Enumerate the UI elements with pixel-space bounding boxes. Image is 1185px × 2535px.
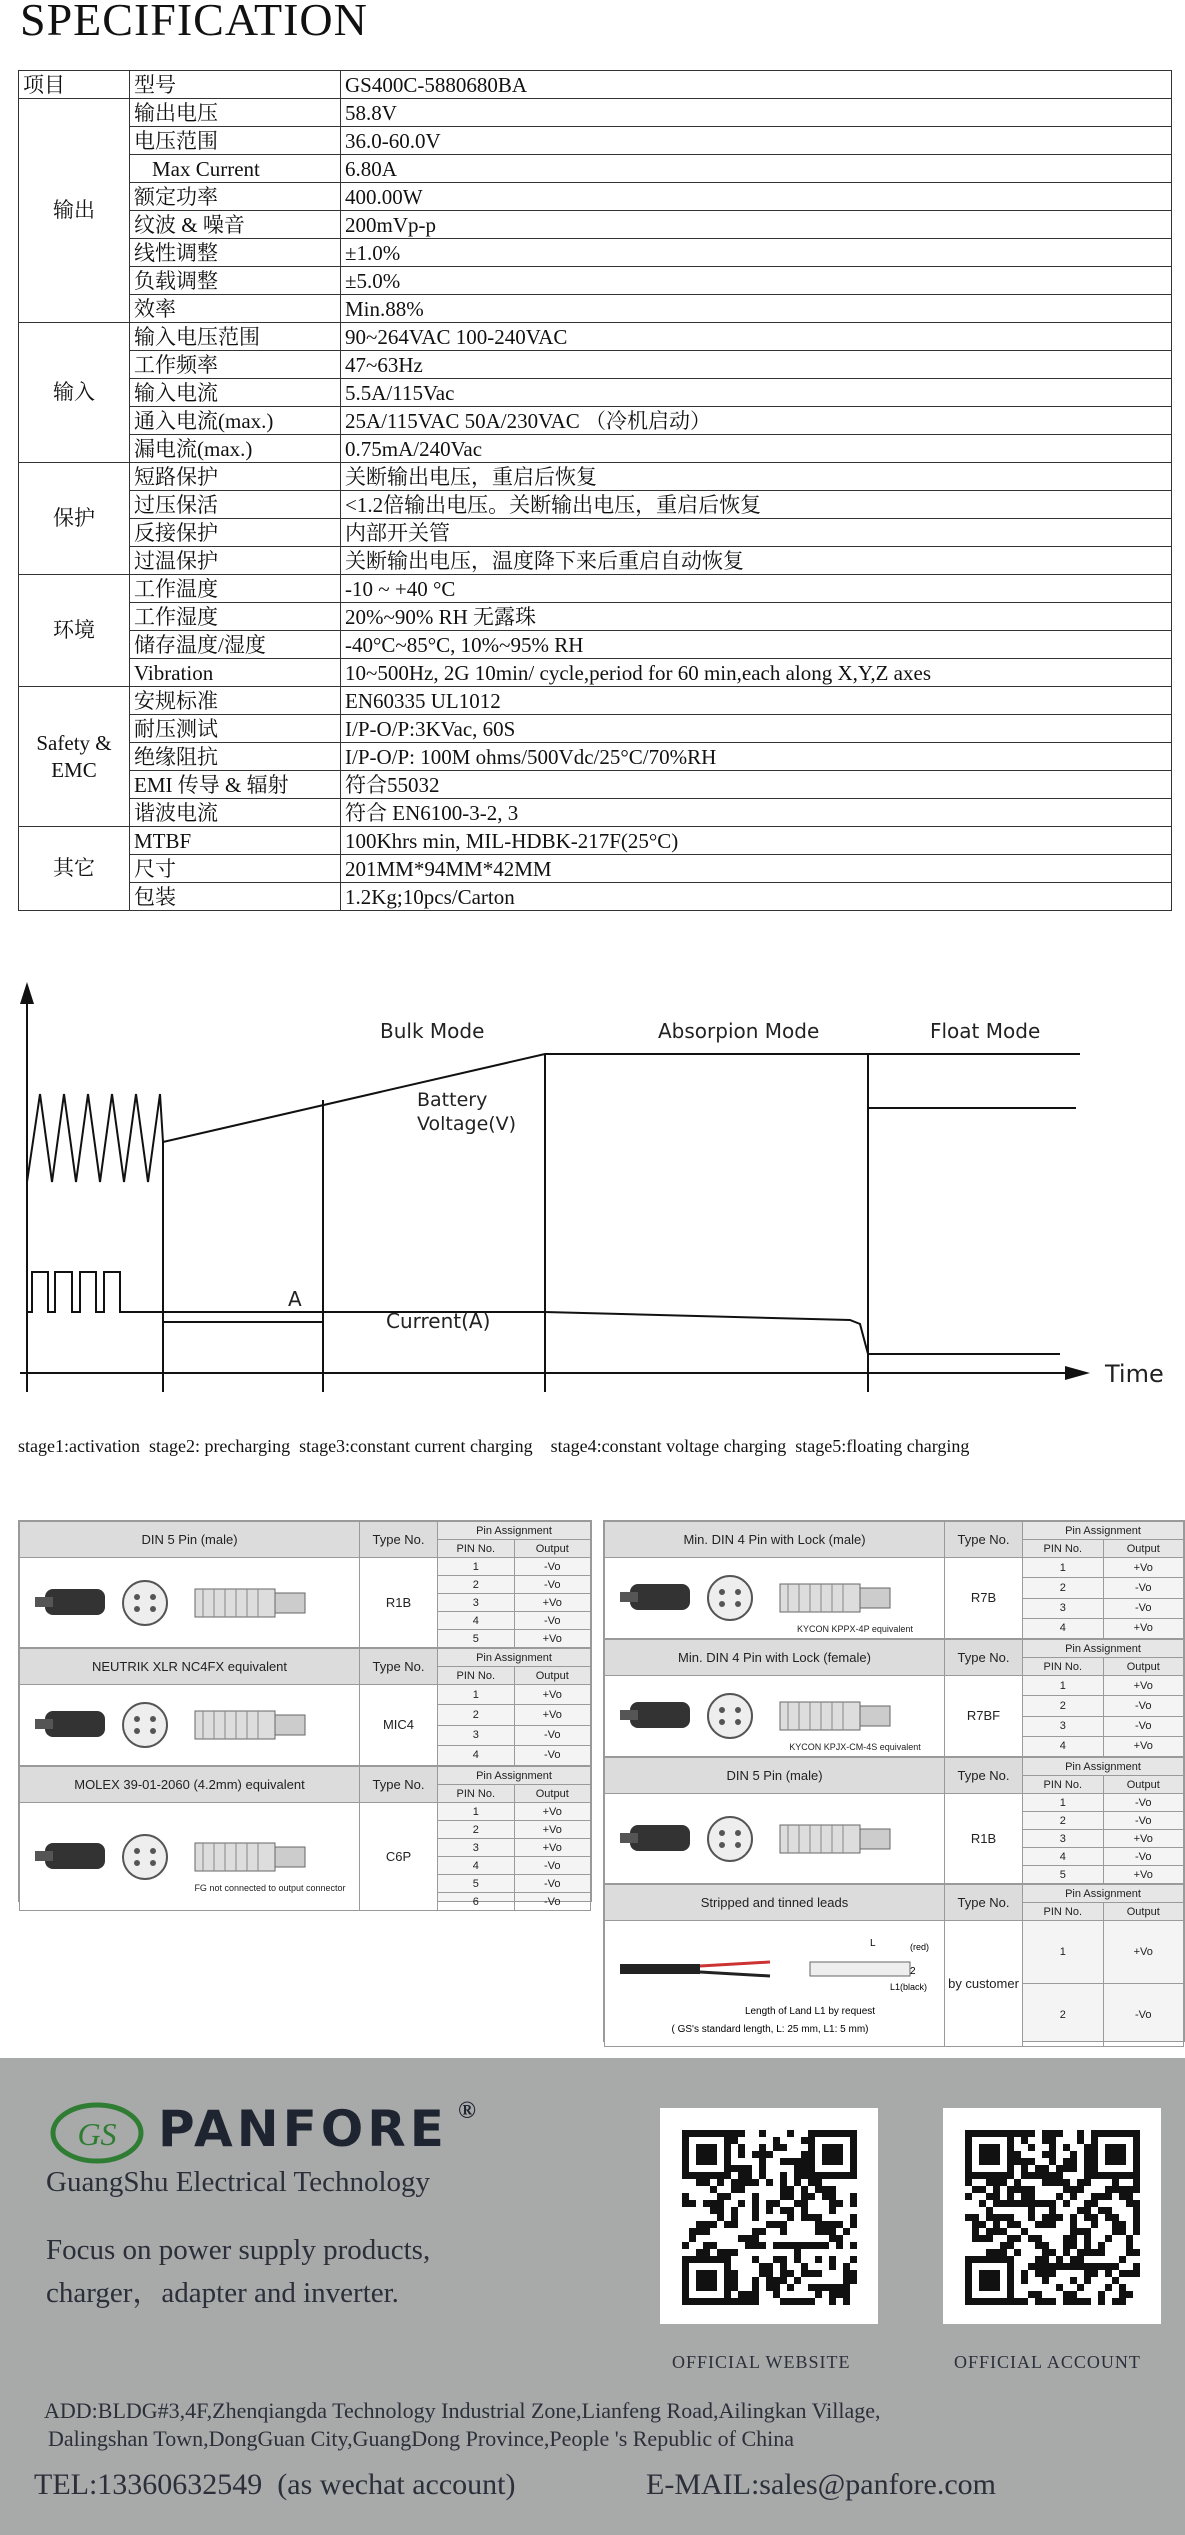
pin-output: -Vo <box>514 1612 591 1630</box>
pin-output: -Vo <box>514 1893 591 1911</box>
pin-output: -Vo <box>514 1875 591 1893</box>
connector-type: MIC4 <box>360 1685 438 1766</box>
spec-category: 保护 <box>19 463 130 575</box>
pin-output: +Vo <box>1103 1736 1184 1756</box>
stage-caption: stage1:activation stage2: precharging stage3:constant current charging stage4:constant voltage charging stage5:floating charging <box>18 1436 970 1456</box>
spec-param-name: 工作频率 <box>130 351 341 379</box>
spec-row <box>19 771 1172 799</box>
pin-number: 5 <box>438 1875 515 1893</box>
spec-row <box>19 155 1172 183</box>
pin-number: 2 <box>438 1821 515 1839</box>
spec-row <box>19 547 1172 575</box>
output-header: Output <box>1103 1658 1184 1676</box>
email: E-MAIL:sales@panfore.com <box>646 2468 997 2501</box>
svg-text:(red): (red) <box>909 1941 929 1952</box>
pin-assignment-header: Pin Assignment <box>438 1649 591 1667</box>
pin-output: -Vo <box>1103 1812 1184 1830</box>
pin-assignment-header: Pin Assignment <box>1023 1885 1184 1903</box>
spec-param-value: ±5.0% <box>341 267 1172 295</box>
pin-output: +Vo <box>514 1821 591 1839</box>
spec-param-value: 25A/115VAC 50A/230VAC （冷机启动） <box>341 407 1172 435</box>
spec-param-value: 关断输出电压，重启后恢复 <box>341 463 1172 491</box>
connector-title: NEUTRIK XLR NC4FX equivalent <box>20 1649 360 1685</box>
pin-output: -Vo <box>1103 1848 1184 1866</box>
connector-drawing-icon <box>610 1676 940 1756</box>
spec-row <box>19 267 1172 295</box>
pin-number: 2 <box>438 1576 515 1594</box>
footer <box>0 2058 1185 2535</box>
pin-output: -Vo <box>1103 1598 1184 1618</box>
spec-param-value: 符合55032 <box>341 771 1172 799</box>
tagline-line2: charger，adapter and inverter. <box>46 2277 399 2309</box>
spec-row <box>19 435 1172 463</box>
pin-number: 1 <box>1023 1558 1104 1578</box>
spec-param-name: 过压保活 <box>130 491 341 519</box>
type-no-header: Type No. <box>360 1649 438 1685</box>
connector-type: R1B <box>945 1794 1023 1884</box>
spec-row <box>19 603 1172 631</box>
pin-number: 5 <box>438 1630 515 1648</box>
voltage-curve <box>27 1054 1076 1182</box>
pin-number: 2 <box>1023 1812 1104 1830</box>
spec-row <box>19 239 1172 267</box>
pin-number: 3 <box>1023 1598 1104 1618</box>
spec-row <box>19 855 1172 883</box>
pin-assignment-header: Pin Assignment <box>1023 1522 1184 1540</box>
spec-param-name: MTBF <box>130 827 341 855</box>
spec-param-name: 安规标准 <box>130 687 341 715</box>
spec-row <box>19 743 1172 771</box>
spec-param-value: 47~63Hz <box>341 351 1172 379</box>
type-no-header: Type No. <box>945 1885 1023 1921</box>
bulk-mode-label: Bulk Mode <box>380 1019 485 1043</box>
pin-number: 2 <box>1023 1984 1104 2047</box>
connector-drawing-icon <box>610 1558 940 1638</box>
pin-block <box>19 1648 591 1766</box>
pin-output: -Vo <box>1103 1696 1184 1716</box>
pin-output: -Vo <box>514 1558 591 1576</box>
pin-assignment-header: Pin Assignment <box>438 1767 591 1785</box>
stripped-leads-icon <box>610 1924 940 2044</box>
spec-param-name: Max Current <box>130 155 341 183</box>
connector-image <box>20 1558 360 1648</box>
pin-block <box>604 1884 1184 2047</box>
connector-note: KYCON KPPX-4P equivalent <box>796 1624 913 1634</box>
spec-param-name: 负载调整 <box>130 267 341 295</box>
spec-row <box>19 407 1172 435</box>
spec-param-name: 通入电流(max.) <box>130 407 341 435</box>
pin-panel-right <box>603 1520 1185 2042</box>
pin-number: 3 <box>438 1594 515 1612</box>
pin-no-header: PIN No. <box>1023 1540 1104 1558</box>
spec-param-value: 内部开关管 <box>341 519 1172 547</box>
spec-param-value: 10~500Hz, 2G 10min/ cycle,period for 60 min,each along X,Y,Z axes <box>341 659 1172 687</box>
spec-param-value: 20%~90% RH 无露珠 <box>341 603 1172 631</box>
spec-param-name: Vibration <box>130 659 341 687</box>
pin-output: +Vo <box>1103 1921 1184 1984</box>
spec-param-value: 200mVp-p <box>341 211 1172 239</box>
connector-type: by customer <box>945 1921 1023 2047</box>
spec-header-model-label: 型号 <box>130 71 341 99</box>
spec-category: 其它 <box>19 827 130 911</box>
connector-image <box>605 1794 945 1884</box>
connector-note: FG not connected to output connector <box>193 1882 346 1893</box>
pin-output: +Vo <box>1103 1618 1184 1638</box>
spec-param-name: 反接保护 <box>130 519 341 547</box>
spec-param-name: 过温保护 <box>130 547 341 575</box>
spec-row <box>19 575 1172 603</box>
spec-param-value: <1.2倍输出电压。关断输出电压，重启后恢复 <box>341 491 1172 519</box>
pin-output: +Vo <box>1103 1830 1184 1848</box>
absorption-mode-label: Absorpion Mode <box>658 1019 820 1043</box>
spec-param-name: 额定功率 <box>130 183 341 211</box>
spec-param-name: 输入电流 <box>130 379 341 407</box>
charging-curve-chart <box>0 982 1185 1422</box>
account-qr-label: OFFICIAL ACCOUNT <box>954 2352 1141 2372</box>
type-no-header: Type No. <box>945 1758 1023 1794</box>
spec-row <box>19 883 1172 911</box>
connector-note: KYCON KPJX-CM-4S equivalent <box>788 1742 921 1752</box>
connector-title: DIN 5 Pin (male) <box>20 1522 360 1558</box>
pin-number: 1 <box>1023 1794 1104 1812</box>
spec-row <box>19 351 1172 379</box>
spec-param-value: 58.8V <box>341 99 1172 127</box>
connector-type: R7BF <box>945 1676 1023 1757</box>
output-header: Output <box>514 1667 591 1685</box>
lead-note-2: ( GS's standard length, L: 25 mm, L1: 5 mm) <box>671 2023 868 2035</box>
spec-param-value: 1.2Kg;10pcs/Carton <box>341 883 1172 911</box>
spec-param-value: 关断输出电压，温度降下来后重启自动恢复 <box>341 547 1172 575</box>
x-axis-arrow <box>1065 1366 1090 1380</box>
company-name: GuangShu Electrical Technology <box>46 2166 430 2198</box>
pin-output: +Vo <box>514 1839 591 1857</box>
pin-output: -Vo <box>1103 1984 1184 2047</box>
pin-number: 6 <box>438 1893 515 1911</box>
spec-param-value: 100Khrs min, MIL-HDBK-217F(25°C) <box>341 827 1172 855</box>
battery-label-line2: Voltage(V) <box>417 1113 517 1135</box>
pin-number: 4 <box>438 1745 515 1765</box>
pin-panel-left <box>18 1520 592 1908</box>
spec-param-name: 线性调整 <box>130 239 341 267</box>
gs-logo-icon <box>48 2100 146 2166</box>
spec-param-name: 输出电压 <box>130 99 341 127</box>
spec-param-value: Min.88% <box>341 295 1172 323</box>
pin-output: -Vo <box>1103 1716 1184 1736</box>
spec-row <box>19 631 1172 659</box>
pin-output: +Vo <box>1103 1866 1184 1884</box>
pin-no-header: PIN No. <box>438 1785 515 1803</box>
spec-param-name: EMI 传导 & 辐射 <box>130 771 341 799</box>
page-title: SPECIFICATION <box>20 0 368 45</box>
spec-param-name: 绝缘阻抗 <box>130 743 341 771</box>
svg-text:L: L <box>869 1937 876 1949</box>
pin-no-header: PIN No. <box>1023 1658 1104 1676</box>
pin-block <box>604 1639 1184 1757</box>
pin-output: +Vo <box>514 1594 591 1612</box>
svg-text:2: 2 <box>909 1965 916 1977</box>
pin-output: -Vo <box>514 1857 591 1875</box>
spec-row <box>19 99 1172 127</box>
spec-param-name: 工作湿度 <box>130 603 341 631</box>
pin-number: 4 <box>1023 1848 1104 1866</box>
pin-number: 4 <box>438 1612 515 1630</box>
spec-category: 环境 <box>19 575 130 687</box>
type-no-header: Type No. <box>360 1522 438 1558</box>
address-line2: Dalingshan Town,DongGuan City,GuangDong Province,People 's Republic of China <box>48 2426 795 2451</box>
spec-param-name: 尺寸 <box>130 855 341 883</box>
connector-drawing-icon <box>25 1685 355 1765</box>
pin-number: 3 <box>1023 1830 1104 1848</box>
spec-param-value: 400.00W <box>341 183 1172 211</box>
brand-name: PANFORE <box>158 2100 448 2158</box>
pin-number: 1 <box>1023 1676 1104 1696</box>
battery-label-line1: Battery <box>417 1089 488 1111</box>
spec-param-name: 纹波 & 噪音 <box>130 211 341 239</box>
pin-number: 3 <box>438 1839 515 1857</box>
spec-param-value: ±1.0% <box>341 239 1172 267</box>
svg-text:L1(black): L1(black) <box>889 1981 927 1992</box>
pin-output: -Vo <box>514 1745 591 1765</box>
float-mode-label: Float Mode <box>930 1019 1041 1043</box>
pin-number: 2 <box>1023 1578 1104 1598</box>
pin-output: +Vo <box>1103 1558 1184 1578</box>
tagline-line1: Focus on power supply products, <box>46 2234 431 2266</box>
time-axis-label: Time <box>1105 1360 1164 1388</box>
pin-number: 4 <box>1023 1618 1104 1638</box>
spec-param-value: 90~264VAC 100-240VAC <box>341 323 1172 351</box>
spec-row <box>19 295 1172 323</box>
spec-param-value: 0.75mA/240Vac <box>341 435 1172 463</box>
spec-param-value: 符合 EN6100-3-2, 3 <box>341 799 1172 827</box>
pin-number: 3 <box>1023 1716 1104 1736</box>
pin-number: 5 <box>1023 1866 1104 1884</box>
spec-row <box>19 799 1172 827</box>
spec-row <box>19 491 1172 519</box>
connector-image <box>605 1676 945 1757</box>
connector-title: Min. DIN 4 Pin with Lock (female) <box>605 1640 945 1676</box>
spec-param-value: 6.80A <box>341 155 1172 183</box>
spec-param-value: 36.0-60.0V <box>341 127 1172 155</box>
pin-number: 4 <box>1023 1736 1104 1756</box>
connector-image <box>605 1921 945 2047</box>
y-axis-arrow <box>20 982 34 1004</box>
spec-header-model-value: GS400C-5880680BA <box>341 71 1172 99</box>
type-no-header: Type No. <box>360 1767 438 1803</box>
spec-param-name: 电压范围 <box>130 127 341 155</box>
connector-title: DIN 5 Pin (male) <box>605 1758 945 1794</box>
connector-image <box>605 1558 945 1639</box>
website-qr-code <box>660 2108 878 2324</box>
connector-type: R7B <box>945 1558 1023 1639</box>
pin-number: 1 <box>438 1685 515 1705</box>
spec-row <box>19 379 1172 407</box>
type-no-header: Type No. <box>945 1522 1023 1558</box>
spec-param-name: 包装 <box>130 883 341 911</box>
spec-param-value: -10 ~ +40 °C <box>341 575 1172 603</box>
spec-row <box>19 687 1172 715</box>
connector-title: MOLEX 39-01-2060 (4.2mm) equivalent <box>20 1767 360 1803</box>
pin-number: 2 <box>1023 1696 1104 1716</box>
pin-number: 3 <box>438 1725 515 1745</box>
current-label: Current(A) <box>386 1309 491 1333</box>
spec-param-name: 工作温度 <box>130 575 341 603</box>
spec-param-name: 储存温度/湿度 <box>130 631 341 659</box>
spec-row <box>19 827 1172 855</box>
website-qr-label: OFFICIAL WEBSITE <box>672 2352 851 2372</box>
point-a-label: A <box>288 1287 302 1311</box>
pin-no-header: PIN No. <box>438 1667 515 1685</box>
spec-row <box>19 463 1172 491</box>
spec-category: 输入 <box>19 323 130 463</box>
account-qr-code <box>943 2108 1161 2324</box>
output-header: Output <box>1103 1903 1184 1921</box>
pin-block <box>19 1766 591 1911</box>
pin-number: 4 <box>438 1857 515 1875</box>
pin-number: 1 <box>438 1803 515 1821</box>
spec-row <box>19 715 1172 743</box>
pin-block <box>604 1521 1184 1639</box>
pin-assignment-header: Pin Assignment <box>438 1522 591 1540</box>
pin-output: +Vo <box>514 1705 591 1725</box>
spec-param-value: I/P-O/P: 100M ohms/500Vdc/25°C/70%RH <box>341 743 1172 771</box>
pin-output: +Vo <box>514 1685 591 1705</box>
pin-output: +Vo <box>514 1630 591 1648</box>
spec-row <box>19 659 1172 687</box>
connector-type: R1B <box>360 1558 438 1648</box>
pin-output: -Vo <box>1103 1578 1184 1598</box>
registered-mark: ® <box>458 2098 476 2124</box>
output-header: Output <box>1103 1776 1184 1794</box>
connector-drawing-icon <box>25 1563 355 1643</box>
output-header: Output <box>1103 1540 1184 1558</box>
spec-param-name: 漏电流(max.) <box>130 435 341 463</box>
pin-output: -Vo <box>514 1725 591 1745</box>
pin-assignment-header: Pin Assignment <box>1023 1640 1184 1658</box>
pin-no-header: PIN No. <box>1023 1903 1104 1921</box>
connector-drawing-icon <box>25 1817 355 1897</box>
connector-type: C6P <box>360 1803 438 1911</box>
pin-block <box>604 1757 1184 1884</box>
pin-output: -Vo <box>514 1576 591 1594</box>
pin-number: 1 <box>438 1558 515 1576</box>
spec-header-row <box>19 71 1172 99</box>
connector-image <box>20 1803 360 1911</box>
pin-number: 1 <box>1023 1921 1104 1984</box>
pin-output: -Vo <box>1103 1794 1184 1812</box>
spec-param-name: 效率 <box>130 295 341 323</box>
spec-param-value: -40°C~85°C, 10%~95% RH <box>341 631 1172 659</box>
spec-row <box>19 519 1172 547</box>
spec-param-value: 201MM*94MM*42MM <box>341 855 1172 883</box>
spec-param-value: EN60335 UL1012 <box>341 687 1172 715</box>
connector-title: Min. DIN 4 Pin with Lock (male) <box>605 1522 945 1558</box>
spec-param-name: 耐压测试 <box>130 715 341 743</box>
output-header: Output <box>514 1785 591 1803</box>
pin-no-header: PIN No. <box>1023 1776 1104 1794</box>
connector-drawing-icon <box>610 1799 940 1879</box>
svg-text:GS: GS <box>77 2116 117 2152</box>
spec-category: 输出 <box>19 99 130 323</box>
connector-image <box>20 1685 360 1766</box>
spec-header-item: 项目 <box>19 71 130 99</box>
pin-no-header: PIN No. <box>438 1540 515 1558</box>
telephone: TEL:13360632549 (as wechat account) <box>34 2468 516 2501</box>
connector-title: Stripped and tinned leads <box>605 1885 945 1921</box>
spec-param-value: I/P-O/P:3KVac, 60S <box>341 715 1172 743</box>
pin-block <box>19 1521 591 1648</box>
address-line1: ADD:BLDG#3,4F,Zhenqiangda Technology Industrial Zone,Lianfeng Road,Ailingkan Village, <box>44 2398 881 2423</box>
spec-row <box>19 183 1172 211</box>
spec-table <box>18 70 1172 911</box>
spec-row <box>19 127 1172 155</box>
lead-note-1: Length of Land L1 by request <box>744 2005 875 2017</box>
spec-param-name: 短路保护 <box>130 463 341 491</box>
output-header: Output <box>514 1540 591 1558</box>
pin-output: +Vo <box>1103 1676 1184 1696</box>
spec-row <box>19 211 1172 239</box>
spec-param-value: 5.5A/115Vac <box>341 379 1172 407</box>
spec-param-name: 谐波电流 <box>130 799 341 827</box>
pin-number: 2 <box>438 1705 515 1725</box>
spec-param-name: 输入电压范围 <box>130 323 341 351</box>
type-no-header: Type No. <box>945 1640 1023 1676</box>
spec-row <box>19 323 1172 351</box>
pin-assignment-header: Pin Assignment <box>1023 1758 1184 1776</box>
spec-category: Safety & EMC <box>19 687 130 827</box>
pin-output: +Vo <box>514 1803 591 1821</box>
